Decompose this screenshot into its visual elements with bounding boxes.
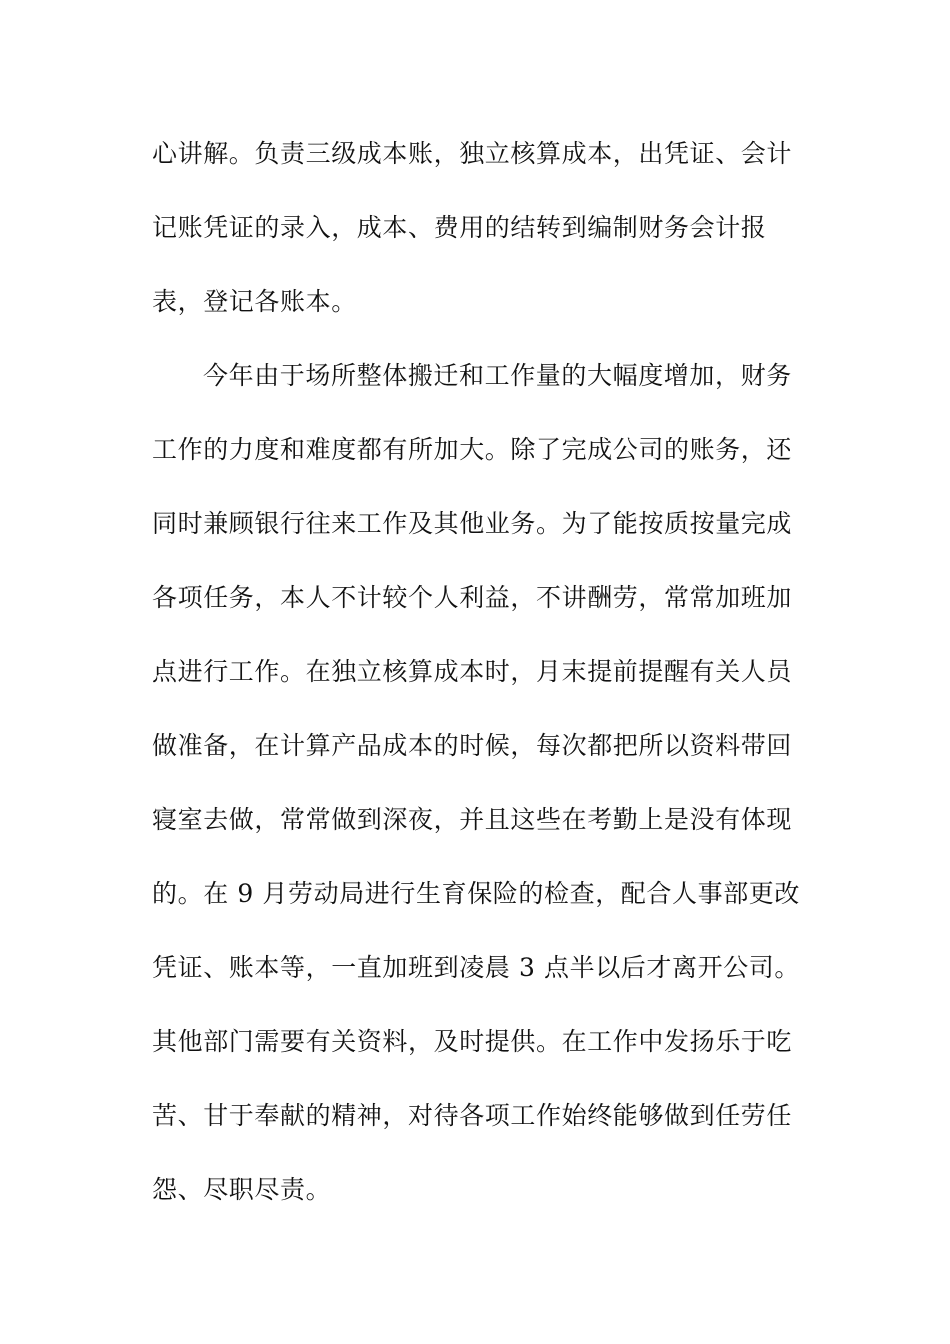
paragraph-2-line-12: 怨、尽职尽责。	[152, 1175, 332, 1204]
paragraph-2-line-7: 寝室去做，常常做到深夜，并且这些在考勤上是没有体现	[152, 805, 793, 834]
paragraph-1-line-1: 心讲解。负责三级成本账，独立核算成本，出凭证、会计	[152, 139, 793, 168]
paragraph-1-line-3: 表，登记各账本。	[152, 287, 357, 316]
paragraph-2-line-1: 今年由于场所整体搬迁和工作量的大幅度增加，财务	[203, 361, 792, 390]
paragraph-2-line-2: 工作的力度和难度都有所加大。除了完成公司的账务，还	[152, 435, 793, 464]
paragraph-2-line-3: 同时兼顾银行往来工作及其他业务。为了能按质按量完成	[152, 509, 793, 538]
paragraph-2-line-5: 点进行工作。在独立核算成本时，月末提前提醒有关人员	[152, 657, 793, 686]
paragraph-1-line-2: 记账凭证的录入，成本、费用的结转到编制财务会计报	[152, 213, 767, 242]
paragraph-2-line-6: 做准备，在计算产品成本的时候，每次都把所以资料带回	[152, 731, 793, 760]
paragraph-2-line-11: 苦、甘于奉献的精神，对待各项工作始终能够做到任劳任	[152, 1101, 793, 1130]
paragraph-2-line-4: 各项任务，本人不计较个人利益，不讲酬劳，常常加班加	[152, 583, 793, 612]
paragraph-2-line-10: 其他部门需要有关资料，及时提供。在工作中发扬乐于吃	[152, 1027, 793, 1056]
paragraph-2-line-9: 凭证、账本等，一直加班到凌晨 3 点半以后才离开公司。	[152, 953, 801, 982]
paragraph-2-line-8: 的。在 9 月劳动局进行生育保险的检查，配合人事部更改	[152, 879, 801, 908]
